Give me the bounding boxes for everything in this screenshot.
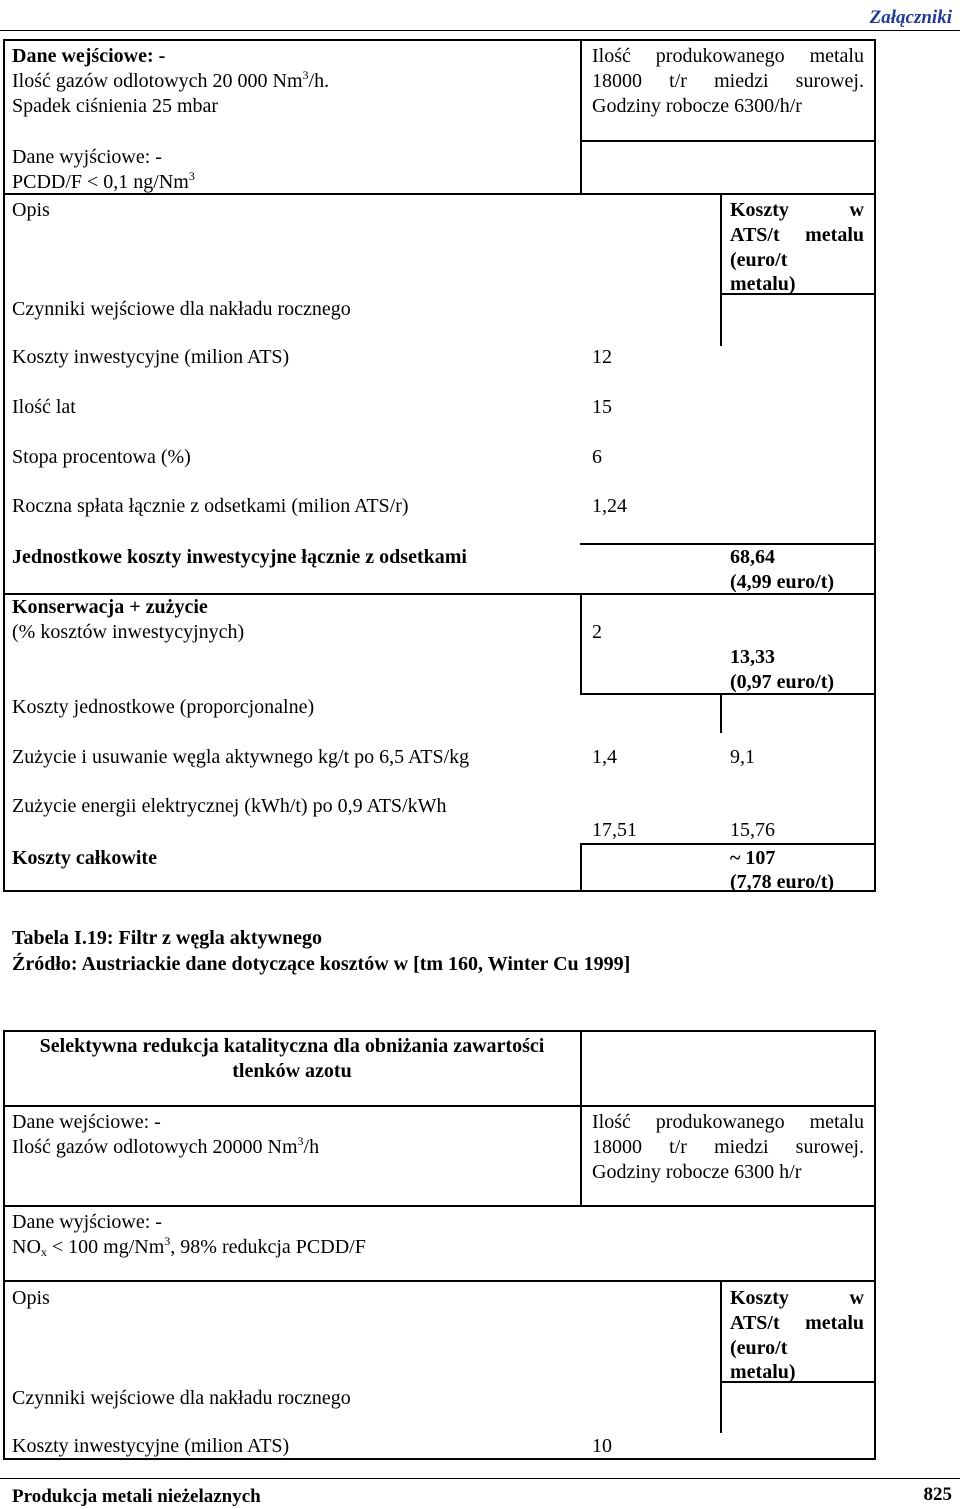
table-caption: Tabela I.19: Filtr z węgla aktywnego — [12, 927, 322, 949]
t1-maintenance-cost: 13,33 — [730, 646, 775, 668]
t1-row-value: 6 — [592, 446, 602, 468]
t1-row-label: Stopa procentowa (%) — [12, 446, 191, 468]
footer-title: Produkcja metali nieżelaznych — [12, 1486, 261, 1507]
t1-energy-cost: 15,76 — [730, 819, 775, 841]
t1-cost-header-2: ATS/t metalu — [730, 224, 864, 246]
t2-output-nox: $NO_x < 100$ mg/Nm$^3$, 98% redukcja PCDD/F — [12, 1234, 366, 1259]
t2-factors-title: Czynniki wejściowe dla nakładu rocznego — [12, 1387, 351, 1409]
t1-opis: Opis — [12, 199, 50, 221]
t1-total-cost-euro: (7,78 euro/t) — [730, 871, 835, 893]
t1-maintenance-label: Konserwacja + zużycie — [12, 596, 208, 618]
t1-output-title: Dane wyjściowe: - — [12, 146, 162, 168]
t1-production-line2: 18000 t/r miedzi surowej. — [592, 70, 864, 92]
t2-output-title: Dane wyjściowe: - — [12, 1211, 162, 1233]
t2-input-gas: Ilość gazów odlotowych 20000 Nm$^3$/h — [12, 1134, 320, 1158]
t1-factors-title: Czynniki wejściowe dla nakładu rocznego — [12, 298, 351, 320]
footer-rule — [0, 1478, 960, 1479]
t1-row-value: 12 — [592, 346, 612, 368]
t2-production-line3: Godziny robocze 6300 h/r — [592, 1161, 802, 1183]
t1-unit-invest-label: Jednostkowe koszty inwestycyjne łącznie z odsetkami — [12, 546, 467, 568]
t1-row-value: 15 — [592, 396, 612, 418]
t2-invest-value: 10 — [592, 1435, 612, 1457]
t1-output-pcdd: PCDD/F < 0,1 ng/Nm$^3$ — [12, 169, 195, 193]
t1-total-label: Koszty całkowite — [12, 847, 157, 869]
t1-maintenance-cost-euro: (0,97 euro/t) — [730, 671, 835, 693]
t1-row-label: Koszty inwestycyjne (milion ATS) — [12, 346, 290, 368]
t1-input-pressure: Spadek ciśnienia 25 mbar — [12, 95, 219, 117]
section-header: Załączniki — [869, 7, 952, 28]
t2-production-line1: Ilość produkowanego metalu — [592, 1111, 864, 1133]
t2-title-line1: Selektywna redukcja katalityczna dla obniżania zawartości — [39, 1035, 545, 1057]
t1-production-line1: Ilość produkowanego metalu — [592, 45, 864, 67]
t2-input-title: Dane wejściowe: - — [12, 1111, 161, 1133]
t1-energy-label: Zużycie energii elektrycznej (kWh/t) po 0,9 ATS/kWh — [12, 795, 447, 817]
t1-cost-header-3: (euro/t — [730, 249, 788, 271]
t1-input-gas: Ilość gazów odlotowych 20 000 Nm$^3$/h. — [12, 68, 330, 92]
t2-cost-header-3: (euro/t — [730, 1337, 788, 1359]
t1-unit-invest-cost: 68,64 — [730, 546, 775, 568]
t2-opis: Opis — [12, 1287, 50, 1309]
t1-carbon-value: 1,4 — [592, 746, 617, 768]
t1-maintenance-sub: (% kosztów inwestycyjnych) — [12, 621, 245, 643]
t2-title-line2: tlenków azotu — [232, 1060, 352, 1082]
t1-input-title: Dane wejściowe: - — [12, 45, 166, 67]
t1-maintenance-value: 2 — [592, 621, 602, 643]
t2-cost-header-2: ATS/t metalu — [730, 1312, 864, 1334]
t1-row-label: Roczna spłata łącznie z odsetkami (milion ATS/r) — [12, 495, 409, 517]
t1-total-cost: ~ 107 — [730, 847, 776, 869]
t1-cost-header-4: metalu) — [730, 273, 796, 295]
t1-carbon-cost: 9,1 — [730, 746, 755, 768]
t1-unit-invest-cost-euro: (4,99 euro/t) — [730, 571, 835, 593]
t1-production-line3: Godziny robocze 6300/h/r — [592, 95, 802, 117]
t1-proportional-label: Koszty jednostkowe (proporcjonalne) — [12, 696, 315, 718]
t2-cost-header-4: metalu) — [730, 1361, 796, 1383]
page-number: 825 — [923, 1484, 952, 1505]
t1-row-value: 1,24 — [592, 495, 627, 517]
t2-invest-label: Koszty inwestycyjne (milion ATS) — [12, 1435, 290, 1457]
t1-row-label: Ilość lat — [12, 396, 76, 418]
t1-carbon-label: Zużycie i usuwanie węgla aktywnego kg/t po 6,5 ATS/kg — [12, 746, 470, 768]
header-rule — [0, 30, 960, 31]
t2-cost-header-1: Koszty w — [730, 1287, 864, 1309]
table-source: Źródło: Austriackie dane dotyczące kosztów w [tm 160, Winter Cu 1999] — [12, 953, 631, 975]
t1-cost-header-1: Koszty w — [730, 199, 864, 221]
t1-energy-value: 17,51 — [592, 819, 637, 841]
t2-production-line2: 18000 t/r miedzi surowej. — [592, 1136, 864, 1158]
